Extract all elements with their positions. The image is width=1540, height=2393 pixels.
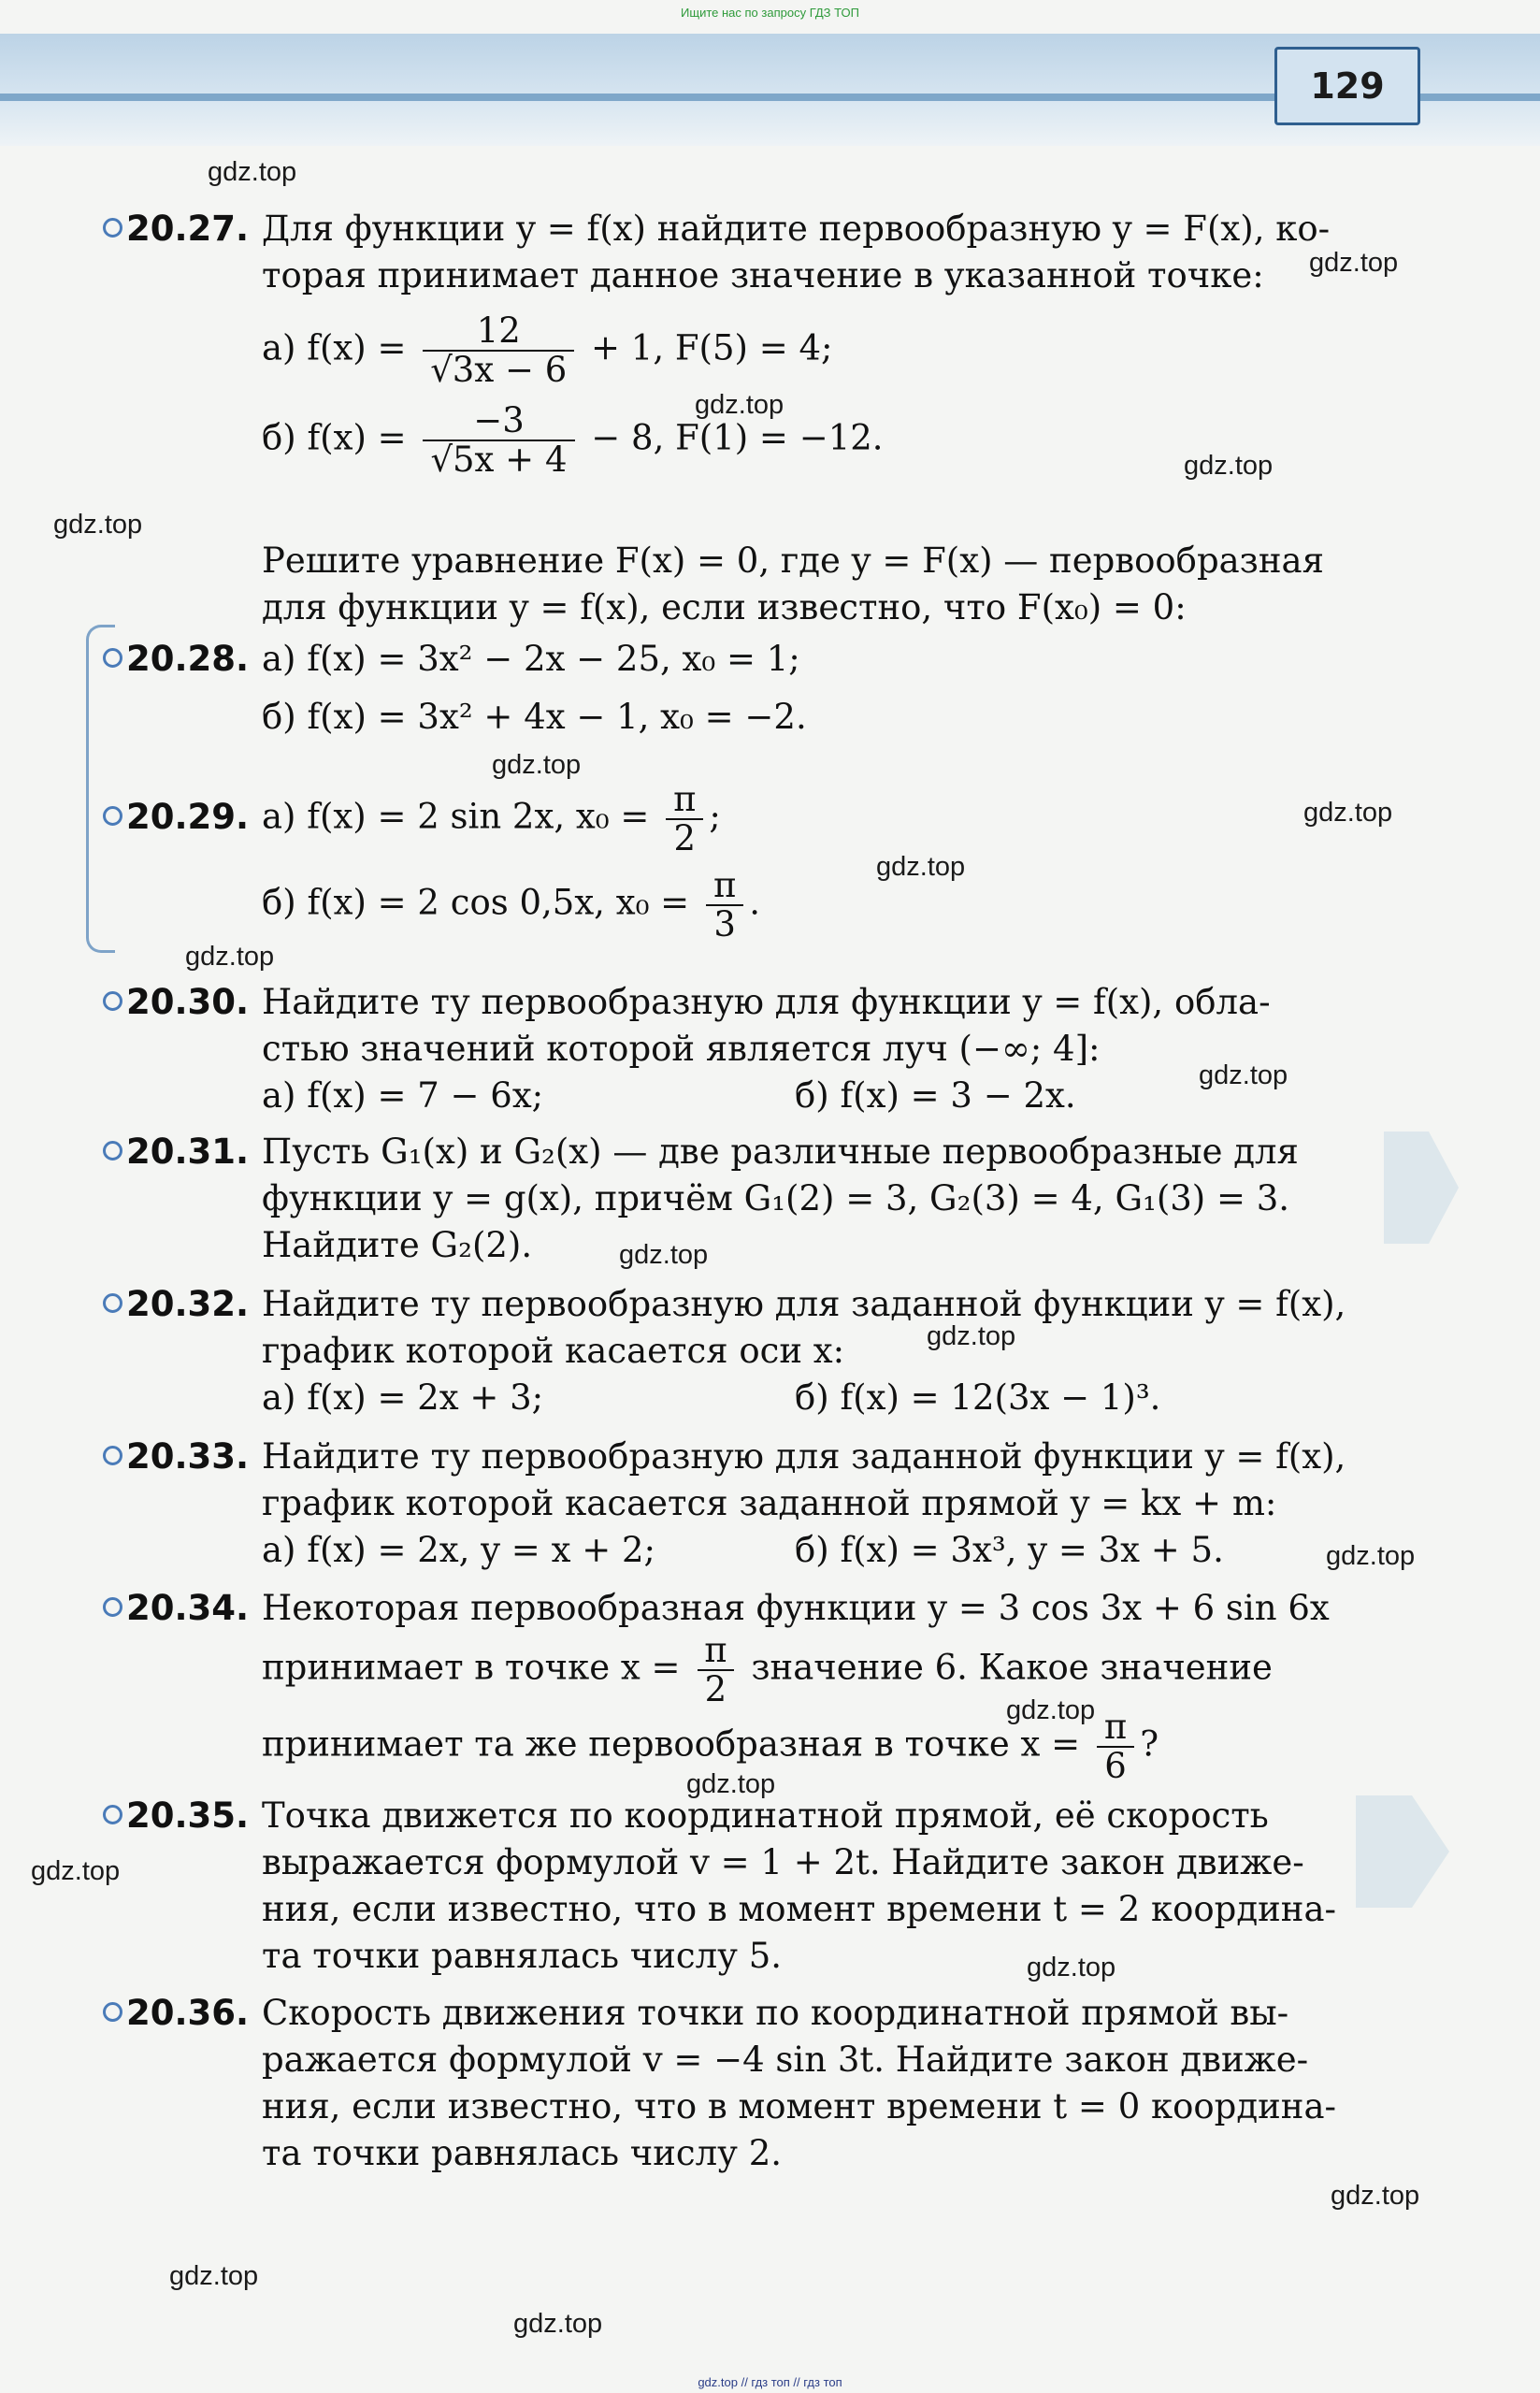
problem-20-27	[103, 206, 1356, 479]
circle-marker-icon	[103, 218, 122, 238]
fraction: $\frac{12}{√3x - 6}$	[423, 312, 574, 389]
problem-20-28	[103, 636, 1356, 741]
problem-text: Найдите G₂(2).	[262, 1225, 533, 1265]
bleed-arrow-decoration	[1356, 1795, 1449, 1908]
bottom-banner-text: gdz.top // гдз топ // гдз топ	[698, 2375, 842, 2389]
problem-text: выражается формулой v = 1 + 2t. Найдите закон движе-	[262, 1842, 1304, 1882]
problem-20-33	[103, 1434, 1356, 1574]
problem-text: график которой касается оси x:	[262, 1331, 845, 1371]
watermark: gdz.top	[1303, 798, 1393, 828]
problem-20-35	[103, 1793, 1356, 1980]
section-instruction	[103, 538, 1356, 631]
fraction: $\frac{\pi}{6}$	[1097, 1708, 1134, 1785]
problem-20-34	[103, 1585, 1356, 1785]
circle-marker-icon	[103, 1141, 122, 1160]
watermark: gdz.top	[492, 750, 582, 780]
problem-text: Точка движется по координатной прямой, её скорость	[262, 1795, 1269, 1836]
watermark: gdz.top	[1006, 1695, 1096, 1725]
problem-text: ния, если известно, что в момент времени t = 2 координа-	[262, 1889, 1337, 1929]
problem-part-a: а) f(x) = 3x² − 2x − 25, x₀ = 1;	[262, 639, 800, 679]
problem-text: Скорость движения точки по координатной прямой вы-	[262, 1993, 1289, 2033]
instruction-text: Решите уравнение F(x) = 0, где y = F(x) — первообразная	[262, 541, 1324, 581]
watermark: gdz.top	[927, 1321, 1016, 1351]
problem-number: 20.32.	[103, 1281, 257, 1328]
problem-20-30	[103, 979, 1356, 1119]
problem-text: Найдите ту первообразную для заданной функции y = f(x),	[262, 1284, 1346, 1324]
fraction: $\frac{\pi}{2}$	[666, 781, 703, 858]
problem-part-a: а) f(x) = 2x + 3;	[262, 1377, 544, 1418]
problem-text: Найдите ту первообразную для функции y = f(x), обла-	[262, 982, 1271, 1022]
fraction: $\frac{\pi}{3}$	[706, 867, 743, 944]
watermark: gdz.top	[513, 2309, 603, 2339]
problem-number: 20.28.	[103, 636, 257, 683]
problem-number: 20.27.	[103, 206, 257, 252]
problem-number: 20.34.	[103, 1585, 257, 1632]
problem-20-29	[103, 781, 1356, 944]
watermark: gdz.top	[695, 390, 784, 420]
watermark: gdz.top	[686, 1769, 776, 1799]
circle-marker-icon	[103, 806, 122, 826]
problem-number: 20.29.	[103, 794, 257, 841]
problem-part-b: б) f(x) = $\frac{-3}{√5x + 4}$ − 8, F(1) = −12.	[262, 400, 884, 480]
problem-parts	[262, 1073, 1356, 1119]
problem-text: принимает в точке x = $\frac{\pi}{2}$ значение 6. Какое значение	[262, 1630, 1273, 1709]
top-banner-text: Ищите нас по запросу ГДЗ ТОП	[681, 6, 859, 20]
problem-part-b: б) f(x) = 3 − 2x.	[795, 1075, 1076, 1116]
watermark: gdz.top	[876, 852, 966, 882]
problem-number: 20.33.	[103, 1434, 257, 1480]
problem-text: график которой касается заданной прямой y = kx + m:	[262, 1483, 1277, 1523]
problem-text: торая принимает данное значение в указанной точке:	[262, 255, 1264, 296]
problem-20-36	[103, 1990, 1356, 2177]
problem-number: 20.30.	[103, 979, 257, 1026]
fraction: $\frac{-3}{√5x + 4}$	[423, 402, 574, 479]
problem-text: та точки равнялась числу 5.	[262, 1936, 782, 1976]
watermark: gdz.top	[1331, 2181, 1420, 2211]
circle-marker-icon	[103, 1446, 122, 1465]
problem-text: функции y = g(x), причём G₁(2) = 3, G₂(3) = 4, G₁(3) = 3.	[262, 1178, 1290, 1218]
instruction-text: для функции y = f(x), если известно, что F(x₀) = 0:	[262, 587, 1187, 627]
problem-parts	[262, 1375, 1356, 1421]
problem-text: ражается формулой v = −4 sin 3t. Найдите закон движе-	[262, 2040, 1309, 2080]
problem-text: Пусть G₁(x) и G₂(x) — две различные первообразные для	[262, 1132, 1299, 1172]
problem-text: Для функции y = f(x) найдите первообразную y = F(x), ко-	[262, 209, 1331, 249]
problem-part-a: а) f(x) = 7 − 6x;	[262, 1075, 544, 1116]
problem-20-32	[103, 1281, 1356, 1421]
problem-text: Некоторая первообразная функции y = 3 cos 3x + 6 sin 6x	[262, 1588, 1330, 1628]
watermark: gdz.top	[31, 1856, 121, 1886]
problem-text: та точки равнялась числу 2.	[262, 2133, 782, 2173]
problem-part-b: б) f(x) = 12(3x − 1)³.	[795, 1377, 1161, 1418]
watermark: gdz.top	[1326, 1541, 1416, 1571]
page-number: 129	[1274, 47, 1420, 125]
circle-marker-icon	[103, 1597, 122, 1617]
circle-marker-icon	[103, 991, 122, 1011]
problem-number: 20.35.	[103, 1793, 257, 1839]
bleed-arrow-decoration	[1384, 1132, 1459, 1244]
watermark: gdz.top	[208, 157, 297, 187]
watermark: gdz.top	[53, 510, 143, 540]
problem-parts	[262, 1527, 1356, 1574]
watermark: gdz.top	[1027, 1953, 1116, 1982]
fraction: $\frac{\pi}{2}$	[697, 1632, 734, 1708]
circle-marker-icon	[103, 1293, 122, 1313]
problem-number: 20.31.	[103, 1129, 257, 1175]
problem-number: 20.36.	[103, 1990, 257, 2037]
problem-text: Найдите ту первообразную для заданной функции y = f(x),	[262, 1436, 1346, 1477]
problem-part-a: а) f(x) = $\frac{12}{√3x - 6}$ + 1, F(5) = 4;	[262, 310, 833, 390]
problem-part-b: б) f(x) = 2 cos 0,5x, x₀ = $\frac{\pi}{3}$ .	[262, 865, 761, 944]
watermark: gdz.top	[169, 2261, 259, 2291]
problem-20-31	[103, 1129, 1356, 1269]
problem-text: ния, если известно, что в момент времени t = 0 координа-	[262, 2086, 1337, 2126]
problem-part-a: а) f(x) = 2x, y = x + 2;	[262, 1530, 655, 1570]
problem-part-b: б) f(x) = 3x² + 4x − 1, x₀ = −2.	[262, 697, 807, 737]
watermark: gdz.top	[1199, 1060, 1288, 1090]
problem-text: принимает та же первообразная в точке x = $\frac{\pi}{6}$ ?	[262, 1707, 1159, 1786]
watermark: gdz.top	[1184, 451, 1274, 481]
watermark: gdz.top	[185, 942, 275, 972]
watermark: gdz.top	[1309, 248, 1399, 278]
circle-marker-icon	[103, 1805, 122, 1824]
circle-marker-icon	[103, 2002, 122, 2022]
watermark: gdz.top	[619, 1240, 709, 1270]
problem-part-a: а) f(x) = 2 sin 2x, x₀ = $\frac{\pi}{2}$ ;	[262, 779, 721, 858]
problem-text: стью значений которой является луч (−∞; 4]:	[262, 1029, 1101, 1069]
circle-marker-icon	[103, 648, 122, 668]
problem-part-b: б) f(x) = 3x³, y = 3x + 5.	[795, 1530, 1224, 1570]
